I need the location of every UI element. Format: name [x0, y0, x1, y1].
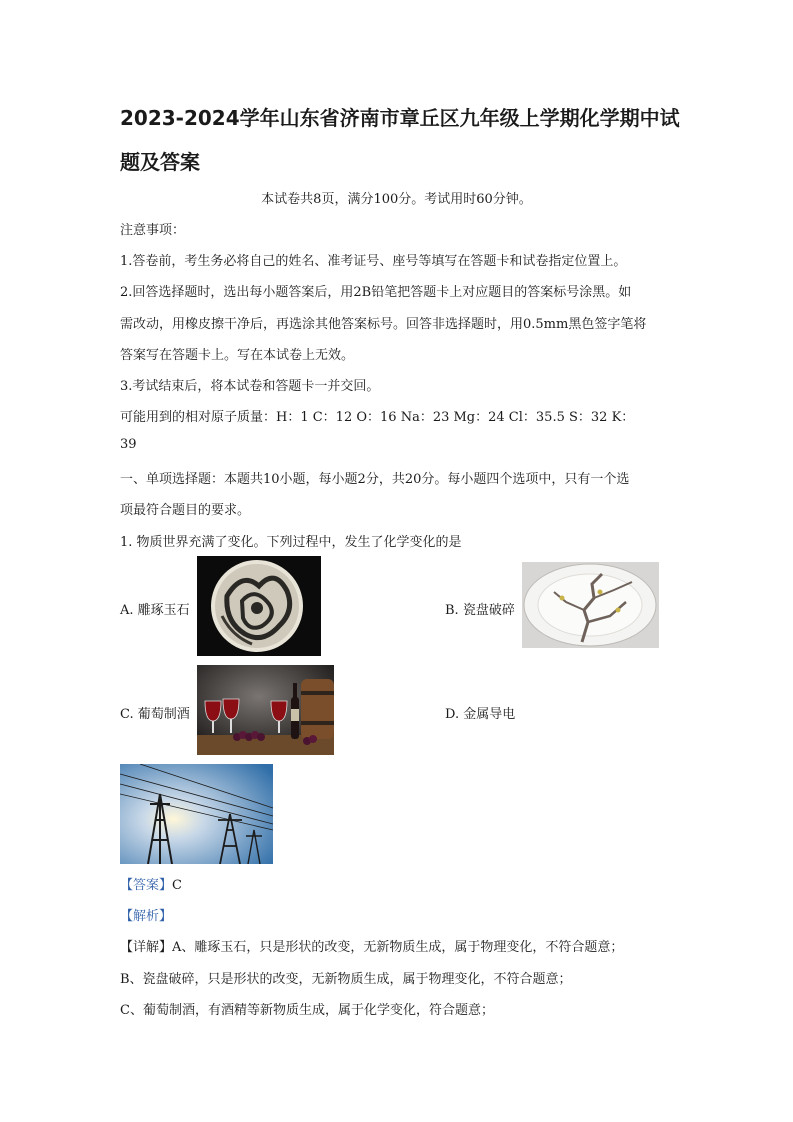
note-2-cont2: 答案写在答题卡上。写在本试卷上无效。	[120, 348, 355, 363]
answer-value: C	[172, 878, 182, 893]
note-2: 2.回答选择题时，选出每小题答案后，用2B铅笔把答题卡上对应题目的答案标号涂黑。如	[120, 285, 632, 300]
section-heading-cont: 项最符合题目的要求。	[120, 503, 251, 518]
detail-a-text: A、雕琢玉石，只是形状的改变，无新物质生成，属于物理变化，不符合题意；	[172, 940, 624, 955]
detail-b-line: B、瓷盘破碎，只是形状的改变，无新物质生成，属于物理变化，不符合题意；	[120, 972, 572, 987]
option-b-label: B. 瓷盘破碎	[445, 603, 515, 618]
note-2-cont: 需改动，用橡皮擦干净后，再选涂其他答案标号。回答非选择题时，用0.5mm黑色签字笔将	[120, 317, 647, 332]
analysis-label: 【解析】	[120, 909, 173, 924]
option-a-label: A. 雕琢玉石	[120, 603, 190, 618]
notes-heading: 注意事项：	[120, 223, 186, 238]
answer-label: 【答案】	[120, 878, 173, 893]
note-3: 3.考试结束后，将本试卷和答题卡一并交回。	[120, 379, 380, 394]
porcelain-plate-image	[522, 562, 659, 648]
detail-label: 【详解】	[120, 940, 173, 955]
exam-intro: 本试卷共8页，满分100分。考试用时60分钟。	[261, 192, 532, 207]
option-d-label: D. 金属导电	[445, 707, 516, 722]
question-1: 1. 物质世界充满了变化。下列过程中，发生了化学变化的是	[120, 535, 462, 550]
section-heading: 一、单项选择题：本题共10小题，每小题2分，共20分。每小题四个选项中，只有一个选	[120, 472, 630, 487]
atomic-mass-line-cont: 39	[120, 437, 137, 452]
detail-a-line	[120, 936, 623, 955]
jade-carving-image	[197, 556, 321, 656]
power-lines-image	[120, 764, 273, 864]
atomic-mass-line: 可能用到的相对原子质量：H：1 C：12 O：16 Na：23 Mg：24 Cl：35.5 S：32 K：	[120, 410, 635, 425]
answer-line	[120, 874, 182, 893]
note-1: 1.答卷前，考生务必将自己的姓名、准考证号、座号等填写在答题卡和试卷指定位置上。	[120, 254, 627, 269]
document-title: 2023-2024学年山东省济南市章丘区九年级上学期化学期中试题及答案	[120, 106, 680, 174]
detail-c-line: C、葡萄制酒，有酒精等新物质生成，属于化学变化，符合题意；	[120, 1003, 494, 1018]
option-c-label: C. 葡萄制酒	[120, 707, 190, 722]
wine-image	[197, 665, 334, 755]
